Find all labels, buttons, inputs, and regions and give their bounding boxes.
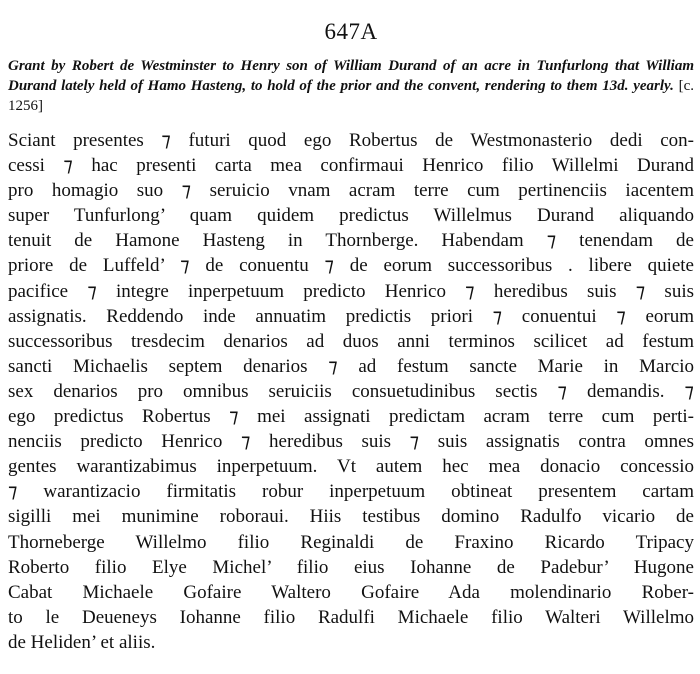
charter-text-line: nenciis predicto Henrico ⁊ heredibus suis ⁊ suis assignatis contra omnes [8,431,694,453]
charter-text-line: pacifice ⁊ integre inperpetuum predicto Henrico ⁊ heredibus suis ⁊ suis [8,280,694,302]
charter-text-line: sex denarios pro omnibus seruiciis consuetudinibus sectis ⁊ demandis. ⁊ [8,380,694,402]
charter-text-line: assignatis. Reddendo inde annuatim predictis priori ⁊ conuentui ⁊ eorum [8,305,694,327]
summary-date: [c. 1256] [8,78,694,114]
charter-text-line: pro homagio suo ⁊ seruicio vnam acram terre cum pertinenciis iacentem [8,180,694,202]
charter-text-line: sigilli mei munimine roboraui. Hiis testibus domino Radulfo vicario de [8,506,694,528]
charter-text-line: Sciant presentes ⁊ futuri quod ego Robertus de Westmonasterio dedi con- [8,130,694,151]
charter-text-line: gentes warantizabimus inperpetuum. Vt autem hec mea donacio concessio [8,456,694,478]
charter-text-line: Roberto filio Elye Michel’ filio eius Iohanne de Padebur’ Hugone [8,556,694,578]
charter-text-line: ⁊ warantizacio firmitatis robur inperpetuum obtineat presentem cartam [8,481,694,503]
charter-text-line: de Heliden’ et aliis. [8,631,156,653]
charter-text-line: super Tunfurlong’ quam quidem predictus Willelmus Durand aliquando [8,205,694,227]
charter-text-line: successoribus tresdecim denarios ad duos anni terminos scilicet ad festum [8,330,694,352]
charter-text-line: Cabat Michaele Gofaire Waltero Gofaire Ada molendinario Rober- [8,581,694,603]
charter-text-line: priore de Luffeld’ ⁊ de conuentu ⁊ de eorum successoribus . libere quiete [8,255,694,277]
charter-text-line: Thorneberge Willelmo filio Reginaldi de Fraxino Ricardo Tripacy [8,531,694,553]
charter-text-line: cessi ⁊ hac presenti carta mea confirmaui Henrico filio Willelmi Durand [8,155,694,177]
document-summary [8,56,694,116]
document-number: 647A [324,19,378,44]
document-page [8,18,694,655]
charter-text-line: to le Deueneys Iohanne filio Radulfi Michaele filio Walteri Willelmo [8,606,694,628]
charter-text [8,128,694,655]
charter-text-line: ego predictus Robertus ⁊ mei assignati predictam acram terre cum perti- [8,406,694,428]
charter-text-line: sancti Michaelis septem denarios ⁊ ad festum sancte Marie in Marcio [8,355,694,377]
summary-text: Grant by Robert de Westminster to Henry son of William Durand of an acre in Tunfurlong that William Durand lately held of Hamo Hasteng, to hold of the prior and the convent, rendering to them 13d. yearly. [8,58,694,94]
charter-text-line: tenuit de Hamone Hasteng in Thornberge. Habendam ⁊ tenendam de [8,230,694,252]
